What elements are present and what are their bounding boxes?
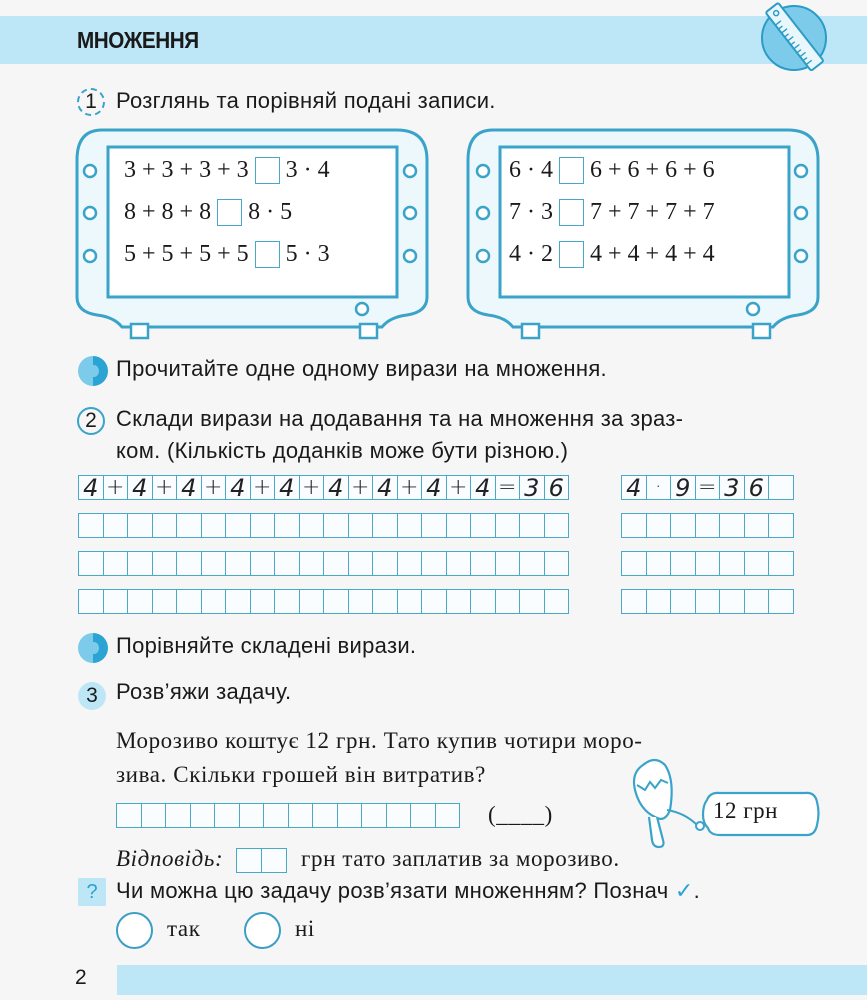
- grid-cell[interactable]: [745, 589, 770, 614]
- grid-cell[interactable]: [177, 513, 202, 538]
- grid-cell[interactable]: [202, 513, 227, 538]
- grid-cell[interactable]: 3: [520, 475, 545, 500]
- grid-cell[interactable]: [647, 551, 672, 576]
- comparison-sign-box[interactable]: [559, 199, 584, 226]
- grid-cell[interactable]: [447, 551, 472, 576]
- comparison-row: [509, 157, 715, 184]
- grid-cell[interactable]: [545, 513, 570, 538]
- grid-cell[interactable]: [373, 513, 398, 538]
- grid-cell[interactable]: [289, 803, 314, 828]
- grid-cell[interactable]: [720, 551, 745, 576]
- grid-cell[interactable]: [324, 551, 349, 576]
- grid-cell[interactable]: 4: [226, 475, 251, 500]
- answer-suffix: грн тато заплатив за морозиво.: [300, 846, 620, 871]
- grid-cell[interactable]: [422, 513, 447, 538]
- task3-instruction: Розв’яжи задачу.: [116, 679, 292, 704]
- grid-cell[interactable]: [177, 589, 202, 614]
- grid-cell[interactable]: [177, 551, 202, 576]
- grid-cell[interactable]: [496, 513, 521, 538]
- ice-cream-icon: [625, 755, 825, 850]
- task-number-label: 1: [85, 90, 97, 113]
- grid-cell[interactable]: 9: [671, 475, 696, 500]
- grid-cell[interactable]: [769, 475, 794, 500]
- grid-cell[interactable]: [520, 551, 545, 576]
- sample-multiplication-grid: [621, 475, 794, 500]
- task-number-label: 3: [86, 684, 98, 707]
- option-yes-label: так: [167, 916, 201, 941]
- grid-cell[interactable]: [471, 551, 496, 576]
- grid-cell[interactable]: [202, 551, 227, 576]
- tv-frame-right: [463, 127, 823, 342]
- task-number-3: [78, 682, 106, 710]
- question-period: .: [693, 878, 701, 903]
- grid-cell[interactable]: [104, 513, 129, 538]
- expression-left: 8 + 8 + 8: [124, 199, 212, 225]
- grid-cell[interactable]: [349, 551, 374, 576]
- grid-cell[interactable]: +: [251, 475, 276, 500]
- grid-cell[interactable]: [324, 513, 349, 538]
- expression-right: 3 · 4: [285, 157, 330, 183]
- comparison-sign-box[interactable]: [559, 241, 584, 268]
- grid-cell[interactable]: 4: [622, 475, 647, 500]
- grid-cell[interactable]: [226, 513, 251, 538]
- comparison-sign-box[interactable]: [217, 199, 242, 226]
- grid-cell[interactable]: [226, 551, 251, 576]
- grid-cell[interactable]: [411, 803, 436, 828]
- expression-left: 6 · 4: [509, 157, 553, 183]
- solution-grid[interactable]: [116, 803, 460, 828]
- pair-activity-read: Прочитайте одне одному вирази на множення.: [116, 356, 607, 381]
- task-number-2: [77, 407, 105, 435]
- grid-cell[interactable]: [647, 513, 672, 538]
- multiplication-answer-grid[interactable]: [621, 513, 794, 538]
- pair-work-icon: [78, 633, 108, 663]
- answer-input[interactable]: [236, 848, 287, 873]
- grid-cell[interactable]: [349, 513, 374, 538]
- ruler-icon: [750, 2, 842, 72]
- unit-blank[interactable]: (____): [488, 802, 553, 827]
- price-tag: 12 грн: [713, 798, 778, 823]
- grid-cell[interactable]: [128, 551, 153, 576]
- grid-cell[interactable]: +: [398, 475, 423, 500]
- task2-instruction-line1: Склади вирази на додавання та на множення за зраз-: [116, 406, 684, 431]
- expression-left: 3 + 3 + 3 + 3: [124, 157, 249, 183]
- grid-cell[interactable]: 4: [79, 475, 104, 500]
- grid-cell[interactable]: [398, 551, 423, 576]
- grid-cell[interactable]: 4: [128, 475, 153, 500]
- expression-left: 4 · 2: [509, 241, 553, 267]
- expression-right: 8 · 5: [248, 199, 293, 225]
- grid-cell[interactable]: [251, 551, 276, 576]
- grid-cell[interactable]: [447, 513, 472, 538]
- grid-cell[interactable]: [447, 589, 472, 614]
- grid-cell[interactable]: [79, 551, 104, 576]
- grid-cell[interactable]: [745, 551, 770, 576]
- grid-cell[interactable]: [436, 803, 461, 828]
- grid-cell[interactable]: [622, 551, 647, 576]
- grid-cell[interactable]: +: [349, 475, 374, 500]
- grid-cell[interactable]: [496, 589, 521, 614]
- grid-cell[interactable]: 6: [745, 475, 770, 500]
- grid-cell[interactable]: 6: [545, 475, 570, 500]
- grid-cell[interactable]: [275, 551, 300, 576]
- comparison-sign-box[interactable]: [559, 157, 584, 184]
- grid-cell[interactable]: [769, 513, 794, 538]
- grid-cell[interactable]: +: [447, 475, 472, 500]
- grid-cell[interactable]: [373, 589, 398, 614]
- grid-cell[interactable]: [153, 513, 178, 538]
- grid-cell[interactable]: [153, 589, 178, 614]
- grid-cell[interactable]: 4: [373, 475, 398, 500]
- grid-cell[interactable]: [471, 589, 496, 614]
- grid-cell[interactable]: 4: [422, 475, 447, 500]
- grid-cell[interactable]: [398, 589, 423, 614]
- expression-right: 5 · 3: [285, 241, 330, 267]
- grid-cell[interactable]: [104, 551, 129, 576]
- grid-cell[interactable]: [226, 589, 251, 614]
- grid-cell[interactable]: [166, 803, 191, 828]
- answer-label: Відповідь:: [116, 846, 224, 871]
- grid-cell[interactable]: [264, 803, 289, 828]
- grid-cell[interactable]: [275, 589, 300, 614]
- grid-cell[interactable]: [720, 589, 745, 614]
- grid-cell[interactable]: [696, 551, 721, 576]
- grid-cell[interactable]: [720, 513, 745, 538]
- grid-cell[interactable]: [202, 589, 227, 614]
- problem-text-line2: зива. Скільки грошей він витратив?: [116, 762, 486, 787]
- answer-line: [116, 846, 620, 873]
- addition-answer-grid[interactable]: [78, 551, 569, 576]
- grid-cell[interactable]: [647, 589, 672, 614]
- grid-cell[interactable]: [696, 513, 721, 538]
- grid-cell[interactable]: [104, 589, 129, 614]
- page-title: МНОЖЕННЯ: [77, 27, 199, 53]
- tv-frame-left: [72, 127, 432, 342]
- grid-cell[interactable]: [545, 589, 570, 614]
- comparison-row: [509, 199, 715, 226]
- grid-cell[interactable]: [324, 589, 349, 614]
- task-number-label: 2: [85, 409, 97, 432]
- grid-cell[interactable]: [520, 589, 545, 614]
- question-label: Чи можна цю задачу розв’язати множенням? Познач: [116, 878, 669, 903]
- task2-instruction-line2: ком. (Кількість доданків може бути різною.): [116, 438, 569, 463]
- grid-cell[interactable]: [128, 513, 153, 538]
- grid-cell[interactable]: +: [300, 475, 325, 500]
- grid-cell[interactable]: 4: [275, 475, 300, 500]
- grid-cell[interactable]: [387, 803, 412, 828]
- grid-cell[interactable]: ·: [647, 475, 672, 500]
- grid-cell[interactable]: 4: [177, 475, 202, 500]
- grid-cell[interactable]: [745, 513, 770, 538]
- grid-cell[interactable]: [769, 551, 794, 576]
- task1-instruction: Розглянь та порівняй подані записи.: [116, 88, 496, 113]
- comparison-row: [124, 157, 330, 184]
- pair-work-icon: [78, 356, 108, 386]
- addition-answer-grid[interactable]: [78, 589, 569, 614]
- grid-cell[interactable]: [313, 803, 338, 828]
- answer-cell[interactable]: [262, 848, 287, 873]
- footer-band: [117, 965, 867, 995]
- grid-cell[interactable]: [251, 513, 276, 538]
- problem-text-line1: Морозиво коштує 12 грн. Тато купив чотири моро-: [116, 728, 643, 753]
- grid-cell[interactable]: [79, 513, 104, 538]
- grid-cell[interactable]: +: [153, 475, 178, 500]
- grid-cell[interactable]: [671, 513, 696, 538]
- grid-cell[interactable]: [422, 551, 447, 576]
- expression-right: 7 + 7 + 7 + 7: [590, 199, 715, 225]
- question-badge: ?: [78, 878, 106, 906]
- expression-left: 7 · 3: [509, 199, 553, 225]
- multiplication-answer-grid[interactable]: [621, 551, 794, 576]
- grid-cell[interactable]: 3: [720, 475, 745, 500]
- grid-cell[interactable]: [769, 589, 794, 614]
- comparison-row: [509, 241, 715, 268]
- grid-cell[interactable]: [545, 551, 570, 576]
- question-text: [116, 878, 700, 904]
- expression-left: 5 + 5 + 5 + 5: [124, 241, 249, 267]
- radio-no[interactable]: [244, 912, 281, 949]
- page-number: 2: [75, 966, 87, 989]
- expression-right: 4 + 4 + 4 + 4: [590, 241, 715, 267]
- multiplication-answer-grid[interactable]: [621, 589, 794, 614]
- answer-cell[interactable]: [237, 848, 262, 873]
- grid-cell[interactable]: [300, 551, 325, 576]
- grid-cell[interactable]: 4: [471, 475, 496, 500]
- grid-cell[interactable]: [191, 803, 216, 828]
- grid-cell[interactable]: =: [496, 475, 521, 500]
- grid-cell[interactable]: [338, 803, 363, 828]
- grid-cell[interactable]: [622, 513, 647, 538]
- grid-cell[interactable]: [142, 803, 167, 828]
- grid-cell[interactable]: [215, 803, 240, 828]
- addition-answer-grid[interactable]: [78, 513, 569, 538]
- grid-cell[interactable]: [349, 589, 374, 614]
- grid-cell[interactable]: [300, 589, 325, 614]
- grid-cell[interactable]: [373, 551, 398, 576]
- grid-cell[interactable]: [275, 513, 300, 538]
- task-number-1: [77, 88, 105, 116]
- grid-cell[interactable]: [696, 589, 721, 614]
- grid-cell[interactable]: [251, 589, 276, 614]
- grid-cell[interactable]: +: [104, 475, 129, 500]
- grid-cell[interactable]: [117, 803, 142, 828]
- pair-activity-compare: Порівняйте складені вирази.: [116, 633, 417, 658]
- grid-cell[interactable]: [362, 803, 387, 828]
- grid-cell[interactable]: [622, 589, 647, 614]
- grid-cell[interactable]: [471, 513, 496, 538]
- grid-cell[interactable]: [300, 513, 325, 538]
- grid-cell[interactable]: [671, 589, 696, 614]
- comparison-row: [124, 241, 330, 268]
- grid-cell[interactable]: [153, 551, 178, 576]
- grid-cell[interactable]: [128, 589, 153, 614]
- expression-right: 6 + 6 + 6 + 6: [590, 157, 715, 183]
- comparison-sign-box[interactable]: [255, 157, 280, 184]
- grid-cell[interactable]: [422, 589, 447, 614]
- grid-cell[interactable]: [240, 803, 265, 828]
- grid-cell[interactable]: 4: [324, 475, 349, 500]
- check-mark-icon: ✓: [674, 878, 694, 903]
- grid-cell[interactable]: [496, 551, 521, 576]
- comparison-row: [124, 199, 292, 226]
- radio-yes[interactable]: [116, 912, 153, 949]
- grid-cell[interactable]: [520, 513, 545, 538]
- grid-cell[interactable]: [398, 513, 423, 538]
- comparison-sign-box[interactable]: [255, 241, 280, 268]
- option-no-label: ні: [295, 916, 315, 941]
- grid-cell[interactable]: [79, 589, 104, 614]
- sample-addition-grid: [78, 475, 569, 500]
- grid-cell[interactable]: [671, 551, 696, 576]
- grid-cell[interactable]: =: [696, 475, 721, 500]
- grid-cell[interactable]: +: [202, 475, 227, 500]
